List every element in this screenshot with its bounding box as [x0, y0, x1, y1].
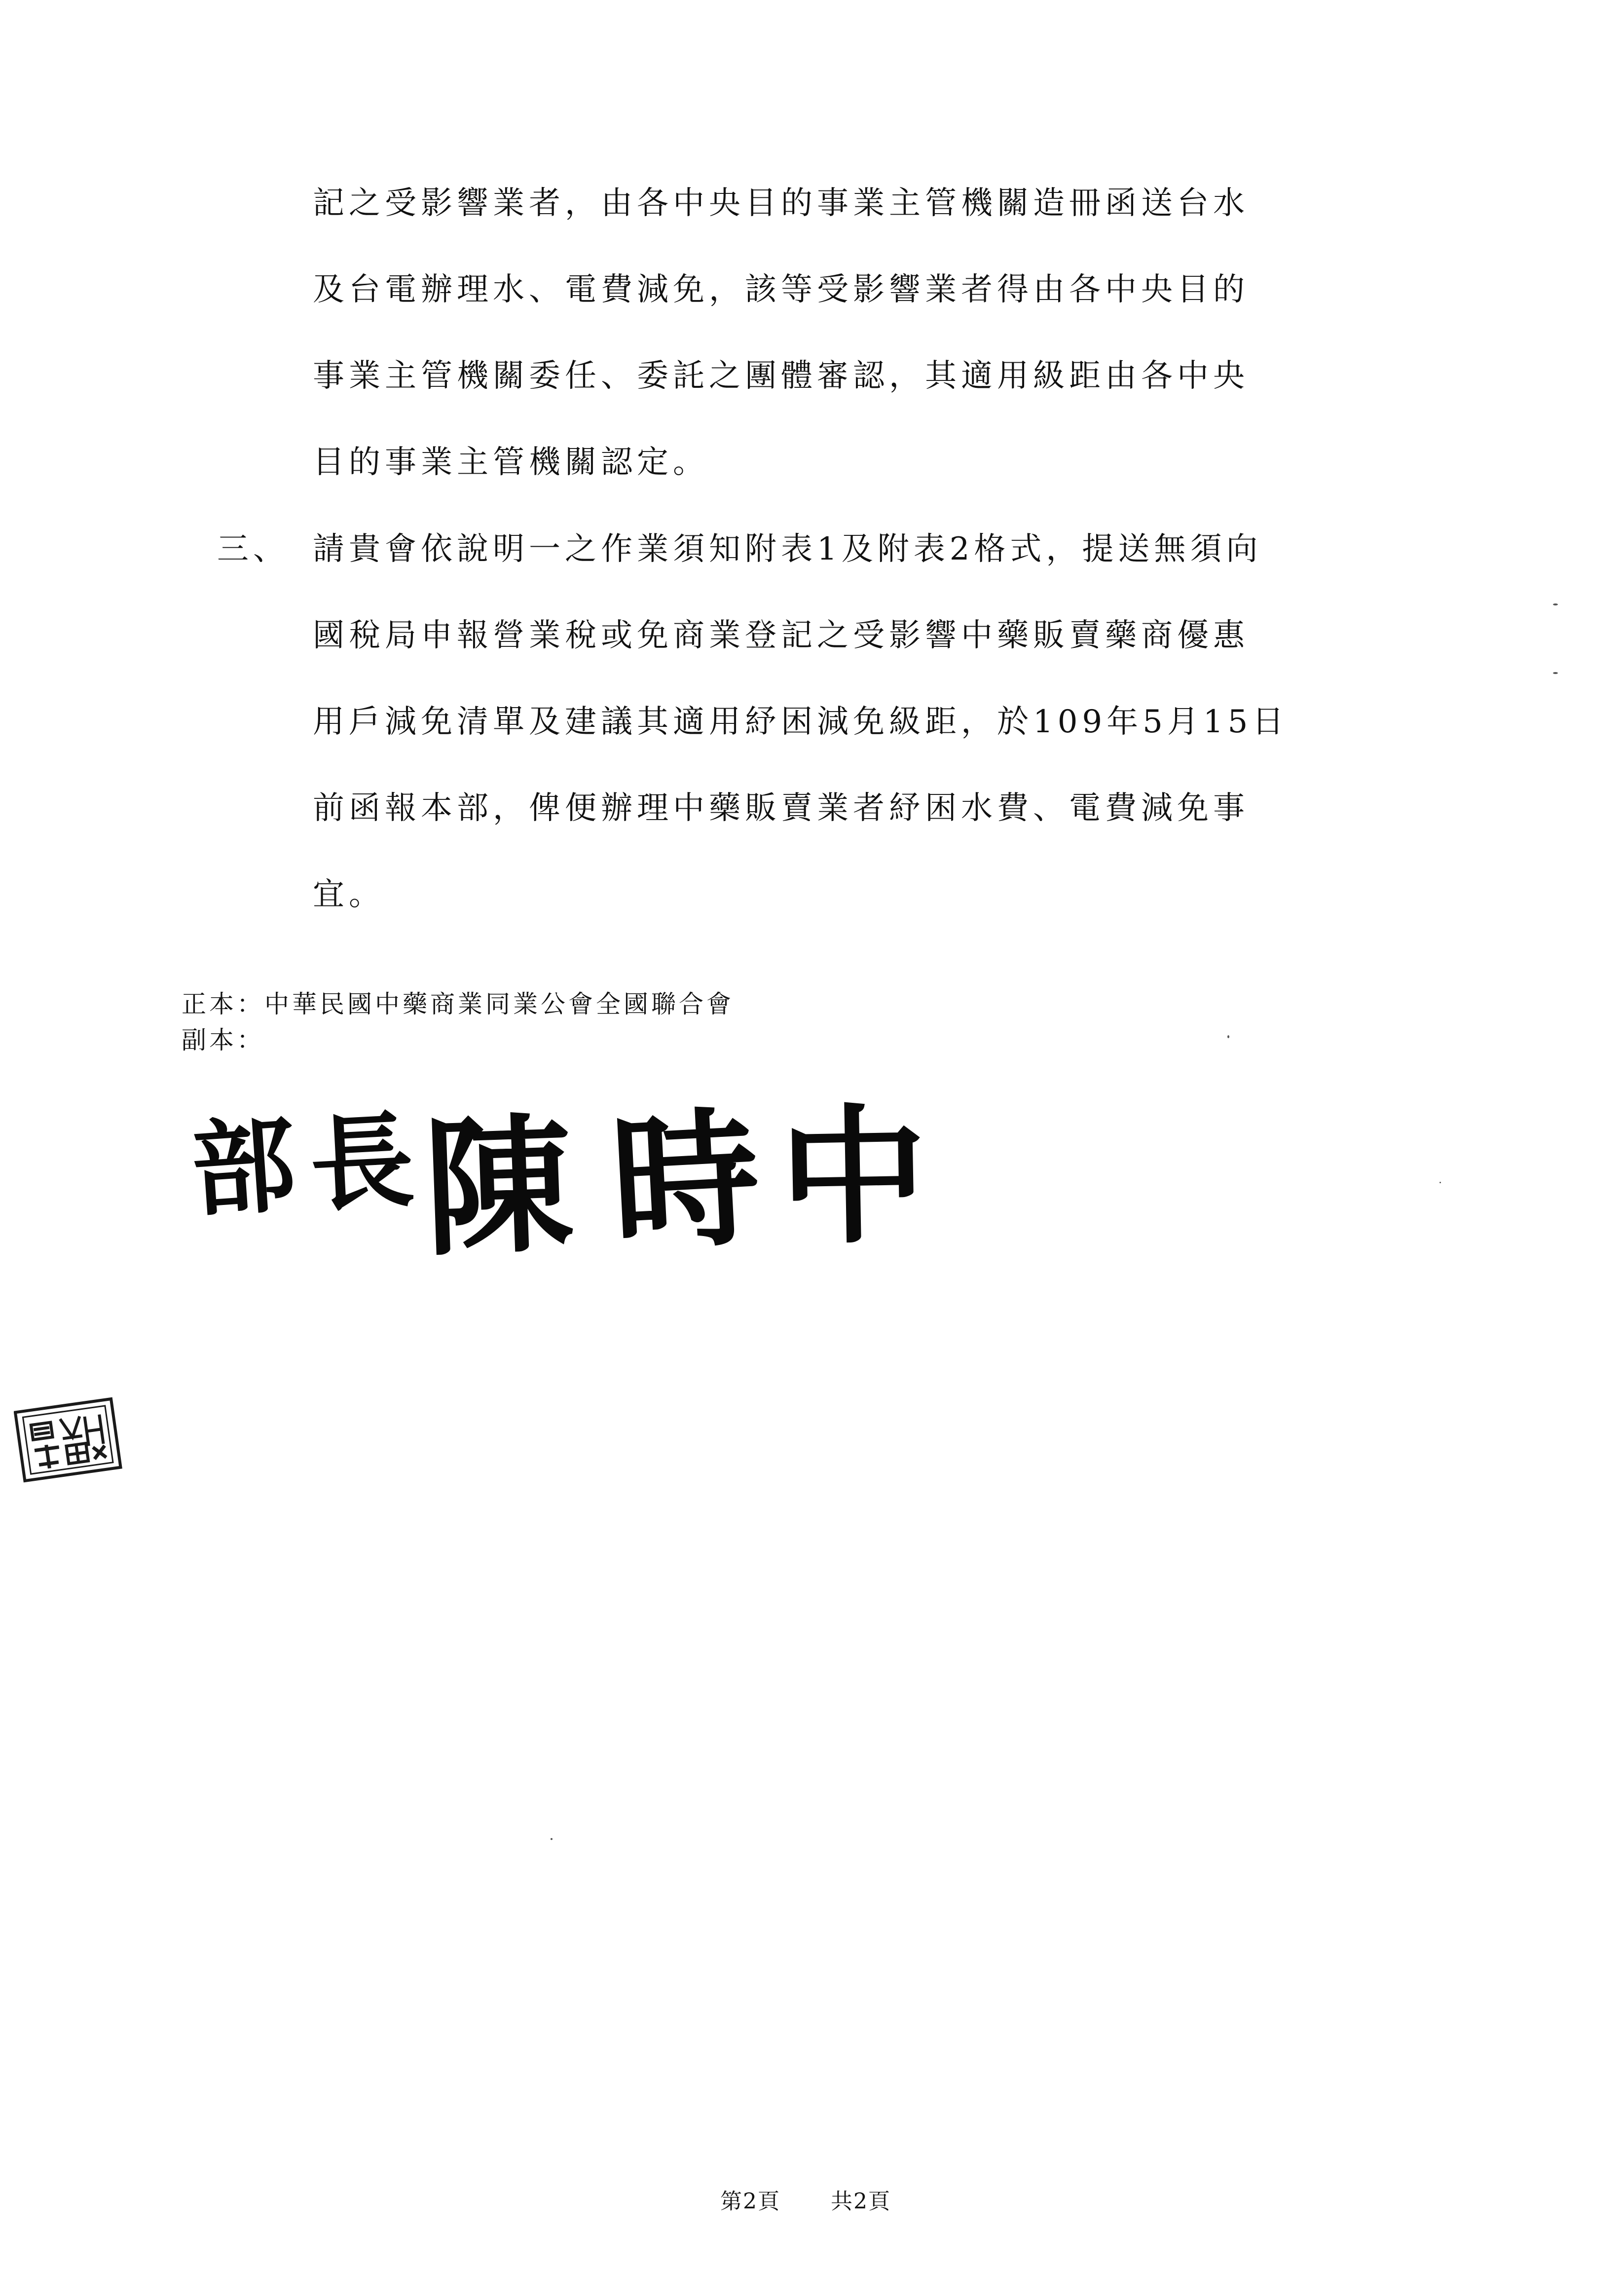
- scan-speck: [1227, 1035, 1229, 1038]
- svg-text:陳: 陳: [421, 1096, 576, 1277]
- scan-speck: [1439, 1182, 1441, 1183]
- page-current: 第2頁: [720, 2189, 780, 2214]
- item-3-line-1: 請貴會依說明一之作業須知附表1及附表2格式，提送無須向: [313, 531, 1262, 567]
- svg-text:中: 中: [777, 1088, 929, 1265]
- item-3-line-5: 宜。: [313, 876, 385, 913]
- distribution-copy: 副本：: [182, 1026, 264, 1054]
- item-3-marker: 三、: [217, 531, 289, 567]
- svg-text:部: 部: [187, 1103, 300, 1232]
- item-3-line-2: 國稅局申報營業稅或免商業登記之受影響中藥販賣藥商優惠: [313, 617, 1249, 654]
- svg-text:時: 時: [607, 1090, 764, 1273]
- body-line-4: 目的事業主管機關認定。: [313, 444, 709, 481]
- body-line-3: 事業主管機關委任、委託之團體審認，其適用級距由各中央: [313, 358, 1249, 394]
- scan-speck: [1553, 603, 1558, 605]
- body-line-1: 記之受影響業者，由各中央目的事業主管機關造冊函送台水: [313, 185, 1249, 222]
- scan-speck: [1553, 672, 1558, 674]
- page-footer: [720, 2183, 891, 2215]
- item-3-line-4: 前函報本部，俾便辦理中藥販賣業者紓困水費、電費減免事: [313, 790, 1249, 827]
- body-line-2: 及台電辦理水、電費減免，該等受影響業者得由各中央目的: [313, 271, 1249, 308]
- page-total: 共2頁: [831, 2189, 891, 2214]
- distribution-original: 正本：中華民國中藥商業同業公會全國聯合會: [182, 990, 734, 1018]
- svg-text:長: 長: [307, 1099, 417, 1227]
- official-seal-stamp: [14, 1396, 122, 1485]
- item-3-line-3: 用戶減免清單及建議其適用紓困減免級距，於109年5月15日: [313, 704, 1289, 740]
- minister-signature: [187, 1076, 937, 1283]
- scan-speck: [551, 1838, 553, 1840]
